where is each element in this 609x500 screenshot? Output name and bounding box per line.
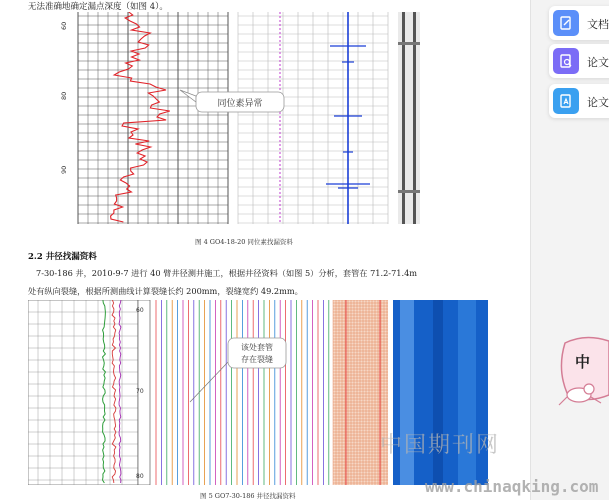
tool-label: 文档 [587,18,609,31]
figure-5-depth-label: 80 [136,473,144,480]
tool-paper-ai-button[interactable] [549,84,609,118]
figure-4-image [58,12,478,224]
figure-4-depth-label: 90 [60,165,68,174]
paragraph-line: 处有纵向裂缝，根据所测曲线计算裂缝长约 200mm，裂缝宽约 49.2mm。 [28,286,303,296]
tool-document-button[interactable] [549,6,609,40]
figure-4-caption: 图 4 GO4-18-20 同位素找漏资料 [195,238,293,246]
paper-check-icon [553,48,579,74]
figure-5-callout: 存在裂缝 [241,355,273,364]
svg-text:中: 中 [575,353,591,371]
figure-5-caption: 图 5 GO7-30-186 井径找漏资料 [200,492,296,500]
figure-5-callout: 该处套管 [241,343,273,352]
paper-ai-icon [553,88,579,114]
casing-image [398,12,420,224]
figure-5-depth-label: 60 [136,307,144,314]
figure-4-callout: 同位素异常 [217,99,263,109]
intro-line: 无法准确地确定漏点深度（如图 4）。 [28,2,168,12]
paragraph-line: 7-30-186 井，2010-9-7 进行 40 臂井径测井施工，根据井径资料（如图 5）分析，套管在 71.2-71.4m [36,268,418,278]
figure-5-depth-label: 70 [136,388,144,395]
figure-4-depth-label: 80 [60,91,68,100]
watermark-url: www.chinaqking.com [425,477,599,496]
right-sidebar [530,0,609,500]
tool-label: 论文 [587,96,609,109]
tool-label: 论文 [587,56,609,69]
tool-paper-check-button[interactable] [549,44,609,78]
figure-5-left-panel [28,300,138,485]
mascot-icon[interactable] [555,335,609,415]
section-heading: 2.2 井径找漏资料 [28,252,97,262]
watermark-text: 中国期刊网 [380,433,501,458]
figure-4 [58,12,478,224]
document-edit-icon [553,10,579,36]
figure-4-depth-label: 60 [60,21,68,30]
